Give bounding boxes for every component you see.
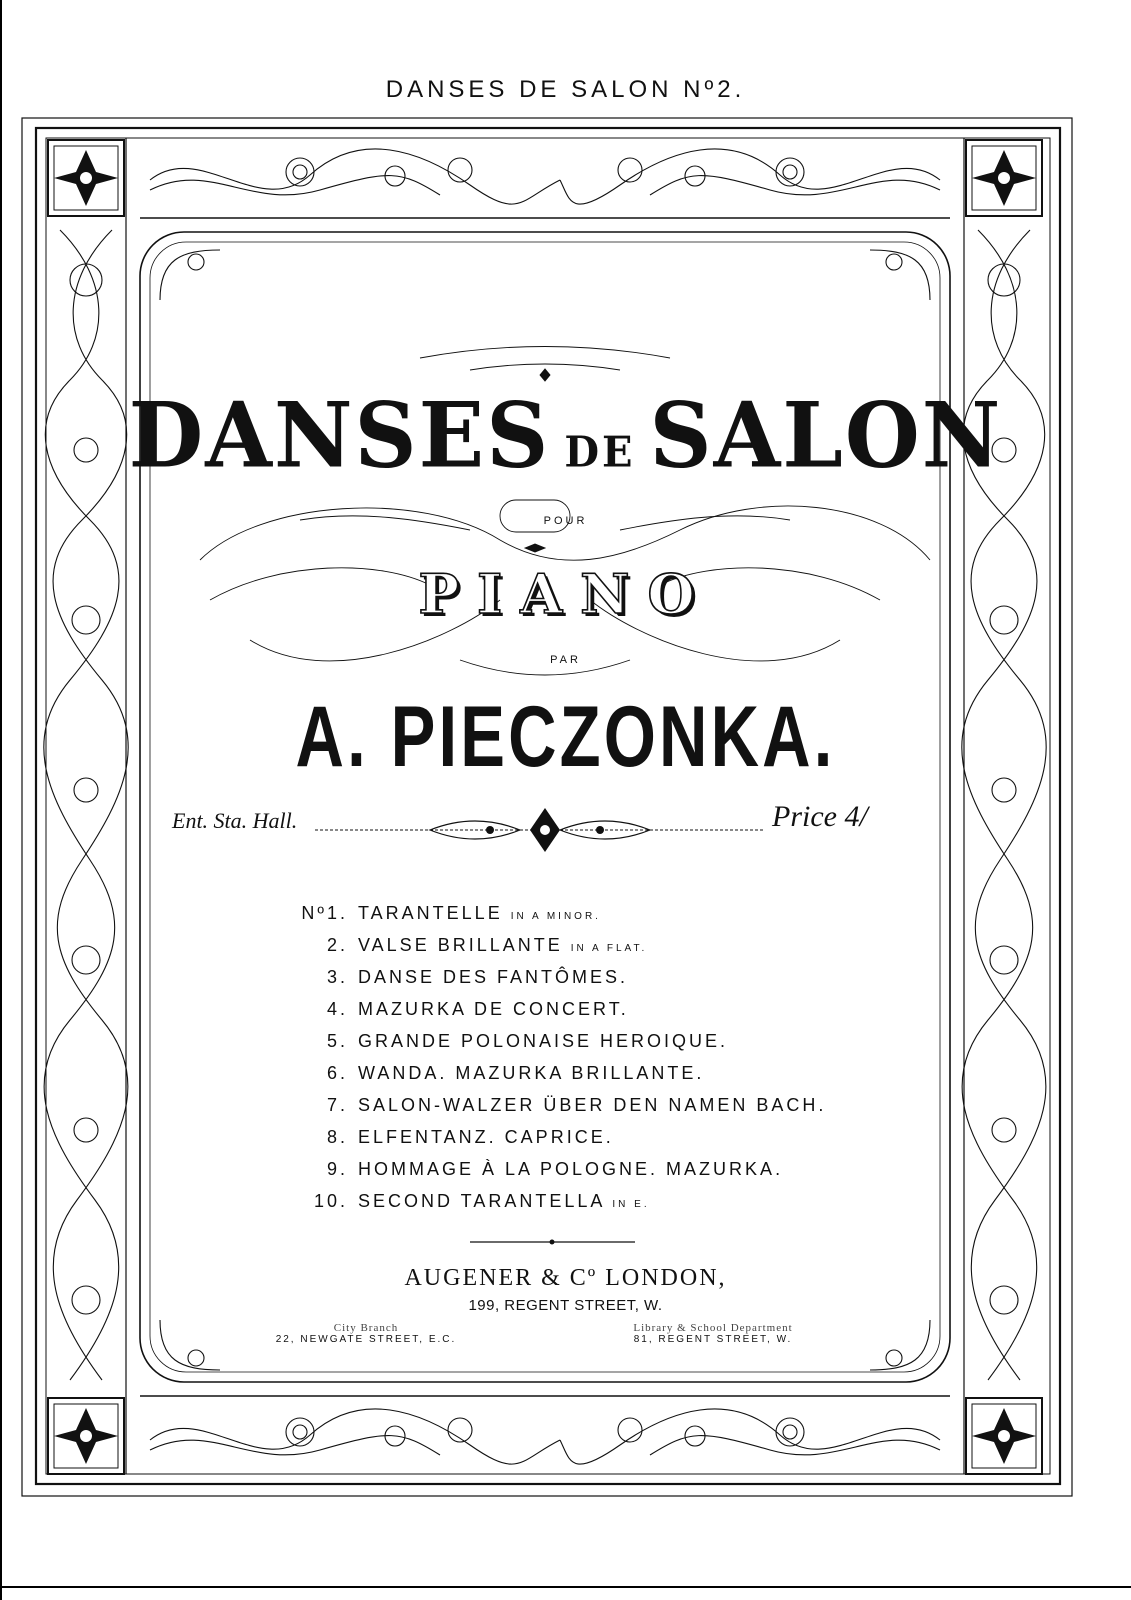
branch-address: 22, NEWGATE STREET, E.C. bbox=[275, 1334, 457, 1345]
work-number: 7. bbox=[326, 1095, 348, 1115]
pour-label: POUR bbox=[543, 515, 588, 527]
work-item bbox=[280, 903, 601, 924]
title-connector: DE bbox=[564, 427, 636, 477]
work-number: 6. bbox=[326, 1063, 348, 1083]
work-number: 5. bbox=[326, 1031, 348, 1051]
work-item bbox=[280, 1191, 650, 1212]
branch-address: 81, REGENT STREET, W. bbox=[633, 1334, 793, 1345]
work-title: SECOND TARANTELLA bbox=[358, 1191, 605, 1211]
work-number: Nº1. bbox=[301, 903, 348, 923]
work-title: SALON-WALZER ÜBER DEN NAMEN BACH. bbox=[358, 1095, 827, 1115]
work-item bbox=[280, 1095, 826, 1116]
work-title: ELFENTANZ. CAPRICE. bbox=[358, 1127, 614, 1147]
title-word: DANSES bbox=[128, 382, 551, 489]
work-item bbox=[280, 1063, 704, 1084]
registration-note: Ent. Sta. Hall. bbox=[172, 808, 298, 833]
work-item bbox=[280, 1127, 614, 1148]
work-number: 8. bbox=[326, 1127, 348, 1147]
publisher-name: AUGENER & Cº LONDON, bbox=[404, 1265, 727, 1291]
corner-rosette bbox=[48, 1398, 124, 1474]
instrument-title: PIANO bbox=[418, 562, 713, 626]
work-item bbox=[280, 999, 629, 1020]
work-item bbox=[280, 1159, 783, 1180]
work-title: WANDA. MAZURKA BRILLANTE. bbox=[358, 1063, 705, 1083]
work-title: DANSE DES FANTÔMES. bbox=[358, 967, 629, 987]
title-word: SALON bbox=[649, 382, 1003, 489]
publisher-address: 199, REGENT STREET, W. bbox=[468, 1297, 663, 1314]
work-title: GRANDE POLONAISE HEROIQUE. bbox=[358, 1031, 729, 1051]
work-item bbox=[280, 1031, 728, 1052]
short-divider bbox=[470, 1240, 635, 1245]
work-number: 10. bbox=[313, 1191, 348, 1211]
work-item bbox=[280, 967, 628, 988]
corner-rosette bbox=[966, 1398, 1042, 1474]
main-title bbox=[0, 382, 1131, 488]
work-title: VALSE BRILLANTE bbox=[358, 935, 563, 955]
work-title: MAZURKA DE CONCERT. bbox=[358, 999, 629, 1019]
work-title: TARANTELLE bbox=[358, 903, 503, 923]
par-label: PAR bbox=[550, 654, 581, 666]
work-number: 3. bbox=[326, 967, 348, 987]
work-key: IN A MINOR. bbox=[510, 911, 601, 922]
work-number: 9. bbox=[326, 1159, 348, 1179]
work-number: 2. bbox=[326, 935, 348, 955]
branch-label: Library & School Department bbox=[633, 1322, 793, 1334]
price-label: Price 4/ bbox=[772, 800, 868, 833]
work-key: IN A FLAT. bbox=[570, 943, 648, 954]
branch-library bbox=[578, 1322, 848, 1345]
work-number: 4. bbox=[326, 999, 348, 1019]
series-heading: DANSES DE SALON Nº2. bbox=[385, 76, 746, 103]
work-key: IN E. bbox=[612, 1199, 650, 1210]
corner-rosette bbox=[48, 140, 124, 216]
composer-name: A. PIECZONKA. bbox=[295, 689, 836, 785]
branch-label: City Branch bbox=[333, 1322, 399, 1334]
work-item bbox=[280, 935, 647, 956]
work-title: HOMMAGE À LA POLOGNE. MAZURKA. bbox=[358, 1159, 784, 1179]
corner-rosette bbox=[966, 140, 1042, 216]
dotted-divider bbox=[315, 808, 765, 852]
branch-city bbox=[236, 1322, 496, 1345]
